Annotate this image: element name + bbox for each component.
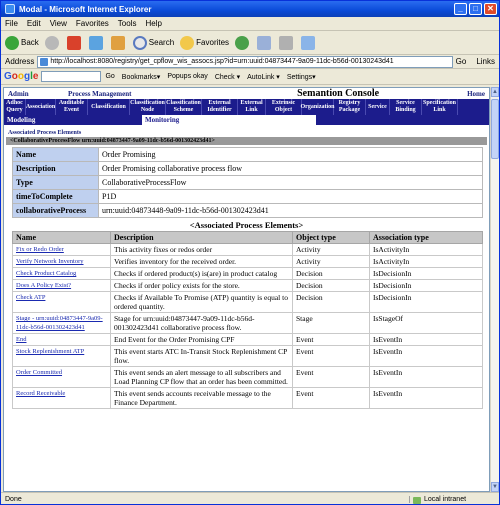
forward-arrow-icon bbox=[45, 36, 59, 50]
assoc-association-type: IsEventIn bbox=[370, 367, 483, 388]
property-row bbox=[13, 176, 483, 190]
edit-button[interactable] bbox=[301, 36, 317, 50]
assoc-object-type: Decision bbox=[293, 268, 370, 280]
col-association-type-header: Association type bbox=[370, 232, 483, 244]
refresh-icon bbox=[89, 36, 103, 50]
nav-monitoring[interactable]: Monitoring bbox=[142, 115, 316, 125]
history-icon bbox=[235, 36, 249, 50]
mail-icon bbox=[257, 36, 271, 50]
properties-table bbox=[12, 147, 483, 218]
col-object-type-header: Object type bbox=[293, 232, 370, 244]
minimize-button[interactable]: _ bbox=[454, 3, 467, 15]
property-value: CollaborativeProcessFlow bbox=[99, 176, 483, 190]
property-key: Name bbox=[13, 148, 99, 162]
nav-modeling[interactable]: Modeling bbox=[7, 116, 36, 124]
nav-item[interactable]: Classification bbox=[88, 99, 130, 115]
home-button[interactable] bbox=[111, 36, 127, 50]
assoc-association-type: IsDecisionIn bbox=[370, 268, 483, 280]
table-row bbox=[13, 313, 483, 334]
assoc-name-link[interactable]: Record Receivable bbox=[13, 388, 111, 409]
favorites-star-icon bbox=[180, 36, 194, 50]
assoc-description: Checks if order policy exists for the store. bbox=[111, 280, 293, 292]
history-button[interactable] bbox=[235, 36, 251, 50]
home-link[interactable]: Home bbox=[467, 89, 485, 98]
title-bar[interactable] bbox=[1, 1, 499, 17]
assoc-description: This event sends an alert message to all subscribers and Load Planning CP flow that an order has been committed. bbox=[111, 367, 293, 388]
address-input[interactable]: http://localhost:8080/registry/get_cpflow_wis_assocs.jsp?id=urn:uuid:04873447-9a09-11dc-b56d-00130243d41 bbox=[37, 56, 452, 68]
go-button[interactable]: Go bbox=[455, 57, 467, 66]
nav-item[interactable]: Service Binding bbox=[390, 99, 422, 115]
property-key: Type bbox=[13, 176, 99, 190]
menu-file[interactable]: File bbox=[5, 19, 18, 28]
nav-item[interactable]: Auditable Event bbox=[56, 99, 88, 115]
assoc-object-type: Event bbox=[293, 367, 370, 388]
assoc-object-type: Stage bbox=[293, 313, 370, 334]
back-button[interactable]: Back bbox=[5, 36, 39, 50]
assoc-name-link[interactable]: End bbox=[13, 334, 111, 346]
assoc-association-type: IsEventIn bbox=[370, 346, 483, 367]
assoc-association-type: IsActivityIn bbox=[370, 256, 483, 268]
table-row bbox=[13, 256, 483, 268]
object-nav-bar bbox=[4, 99, 489, 115]
ie-icon bbox=[5, 4, 15, 14]
close-button[interactable]: ✕ bbox=[484, 3, 497, 15]
process-flow-header: <CollaborativeProcessFlow urn:uuid:04873447-9a09-11dc-b56d-001302423d41> bbox=[6, 137, 487, 145]
nav-item[interactable]: Extrinsic Object bbox=[266, 99, 302, 115]
associations-table bbox=[12, 231, 483, 409]
assoc-name-link[interactable]: Does A Policy Exist? bbox=[13, 280, 111, 292]
table-row bbox=[13, 280, 483, 292]
assoc-association-type: IsEventIn bbox=[370, 388, 483, 409]
table-row bbox=[13, 292, 483, 313]
assoc-description: Checks if Available To Promise (ATP) quantity is equal to ordered quantity. bbox=[111, 292, 293, 313]
mail-button[interactable] bbox=[257, 36, 273, 50]
assoc-name-link[interactable]: Check ATP bbox=[13, 292, 111, 313]
nav-item[interactable]: External Identifier bbox=[202, 99, 238, 115]
page-content bbox=[3, 87, 490, 492]
assoc-object-type: Event bbox=[293, 388, 370, 409]
edit-icon bbox=[301, 36, 315, 50]
menu-bar bbox=[1, 17, 499, 31]
assoc-description: Checks if ordered product(s) is(are) in product catalog bbox=[111, 268, 293, 280]
scroll-thumb[interactable] bbox=[491, 99, 499, 159]
scroll-down-icon[interactable]: ▼ bbox=[492, 484, 498, 490]
assoc-name-link[interactable]: Verify Network Inventory bbox=[13, 256, 111, 268]
col-description-header: Description bbox=[111, 232, 293, 244]
menu-help[interactable]: Help bbox=[145, 19, 162, 28]
nav-item[interactable]: Service bbox=[366, 99, 390, 115]
secondary-nav-bar bbox=[4, 115, 489, 125]
bookmarks-button[interactable]: Bookmarks▾ bbox=[121, 73, 161, 81]
address-label: Address bbox=[5, 57, 35, 66]
print-icon bbox=[279, 36, 293, 50]
admin-link[interactable]: Admin bbox=[8, 89, 29, 98]
col-name-header: Name bbox=[13, 232, 111, 244]
table-row bbox=[13, 346, 483, 367]
maximize-button[interactable]: □ bbox=[469, 3, 482, 15]
google-go-button[interactable]: Go bbox=[105, 73, 115, 80]
menu-favorites[interactable]: Favorites bbox=[75, 19, 109, 28]
assoc-description: This event starts ATC In-Transit Stock Replenishment CP flow. bbox=[111, 346, 293, 367]
settings-button[interactable]: Settings▾ bbox=[286, 73, 316, 81]
assoc-association-type: IsEventIn bbox=[370, 334, 483, 346]
google-toolbar bbox=[1, 69, 499, 85]
nav-item[interactable]: Specification Link bbox=[423, 100, 456, 113]
search-button[interactable]: Search bbox=[133, 36, 174, 50]
assoc-object-type: Activity bbox=[293, 256, 370, 268]
assoc-name-link[interactable]: Fix or Redo Order bbox=[13, 244, 111, 256]
menu-tools[interactable]: Tools bbox=[117, 19, 137, 28]
favorites-button[interactable]: Favorites bbox=[180, 36, 229, 50]
property-key: timeToComplete bbox=[13, 190, 99, 204]
table-row bbox=[13, 367, 483, 388]
stop-button[interactable] bbox=[67, 36, 83, 50]
page-header bbox=[4, 88, 489, 99]
assoc-name-link[interactable]: Check Product Catalog bbox=[13, 268, 111, 280]
toolbar bbox=[1, 31, 499, 55]
property-row bbox=[13, 162, 483, 176]
property-row bbox=[13, 190, 483, 204]
console-title: Semantion Console bbox=[297, 88, 380, 99]
assoc-description: This activity fixes or redos order bbox=[111, 244, 293, 256]
stop-icon bbox=[67, 36, 81, 50]
process-management-link[interactable]: Process Management bbox=[68, 89, 132, 98]
popups-button[interactable]: Popups okay bbox=[167, 73, 208, 80]
assoc-association-type: IsActivityIn bbox=[370, 244, 483, 256]
nav-item[interactable]: Adhoc Query bbox=[4, 99, 26, 115]
check-button[interactable]: Check ▾ bbox=[214, 73, 241, 81]
status-text: Done bbox=[5, 495, 22, 503]
assoc-object-type: Event bbox=[293, 334, 370, 346]
property-value: Order Promising collaborative process flow bbox=[99, 162, 483, 176]
search-icon bbox=[133, 36, 147, 50]
address-bar bbox=[1, 55, 499, 69]
nav-item[interactable]: Classification Node bbox=[130, 100, 165, 113]
assoc-description: This event sends accounts receivable message to the Finance Department. bbox=[111, 388, 293, 409]
links-button[interactable]: Links bbox=[476, 57, 495, 66]
scroll-up-icon[interactable]: ▲ bbox=[492, 89, 498, 95]
table-row bbox=[13, 268, 483, 280]
table-row bbox=[13, 388, 483, 409]
assoc-object-type: Decision bbox=[293, 280, 370, 292]
google-search-input[interactable] bbox=[41, 71, 101, 82]
property-value: Order Promising bbox=[99, 148, 483, 162]
nav-item[interactable]: Registry Package bbox=[334, 99, 366, 115]
autolink-button[interactable]: AutoLink ▾ bbox=[247, 73, 280, 81]
property-row bbox=[13, 148, 483, 162]
nav-item[interactable]: Classification Scheme bbox=[166, 100, 201, 113]
property-key: Description bbox=[13, 162, 99, 176]
nav-item[interactable]: External Link bbox=[238, 99, 266, 115]
assoc-name-link[interactable]: Stage - urn:uuid:04873447-9a09-11dc-b56d-001302423d41 bbox=[13, 313, 111, 334]
assoc-description: Stage for urn:uuid:04873447-9a09-11dc-b56d-001302423d41 collaborative process flow. bbox=[111, 313, 293, 334]
associated-elements-title: <Associated Process Elements> bbox=[189, 220, 304, 230]
menu-edit[interactable]: Edit bbox=[26, 19, 41, 28]
status-bar bbox=[1, 492, 499, 505]
assoc-object-type: Event bbox=[293, 346, 370, 367]
section-title: Associated Process Elements bbox=[8, 130, 82, 136]
nav-item[interactable]: Association bbox=[26, 99, 56, 115]
assoc-object-type: Decision bbox=[293, 292, 370, 313]
forward-button[interactable] bbox=[45, 36, 61, 50]
assoc-association-type: IsDecisionIn bbox=[370, 292, 483, 313]
refresh-button[interactable] bbox=[89, 36, 105, 50]
assoc-description: Verifies inventory for the received order. bbox=[111, 256, 293, 268]
menu-view[interactable]: View bbox=[49, 19, 67, 28]
assoc-association-type: IsStageOf bbox=[370, 313, 483, 334]
security-zone: Local intranet bbox=[409, 496, 499, 503]
back-arrow-icon bbox=[5, 36, 19, 50]
assoc-object-type: Activity bbox=[293, 244, 370, 256]
property-key: collaborativeProcess bbox=[13, 204, 99, 218]
home-icon bbox=[111, 36, 125, 50]
print-button[interactable] bbox=[279, 36, 295, 50]
nav-item[interactable]: Organization bbox=[302, 99, 334, 115]
assoc-description: End Event for the Order Promising CPF bbox=[111, 334, 293, 346]
property-row bbox=[13, 204, 483, 218]
property-value: P1D bbox=[99, 190, 483, 204]
assoc-name-link[interactable]: Order Committed bbox=[13, 367, 111, 388]
vertical-scrollbar[interactable] bbox=[490, 87, 499, 492]
table-row bbox=[13, 334, 483, 346]
assoc-name-link[interactable]: Stock Replenishment ATP bbox=[13, 346, 111, 367]
google-logo: Google bbox=[4, 71, 39, 82]
table-row bbox=[13, 244, 483, 256]
assoc-association-type: IsDecisionIn bbox=[370, 280, 483, 292]
property-value: urn:uuid:04873448-9a09-11dc-b56d-001302423d41 bbox=[99, 204, 483, 218]
window-title: Modal - Microsoft Internet Explorer bbox=[19, 4, 152, 14]
